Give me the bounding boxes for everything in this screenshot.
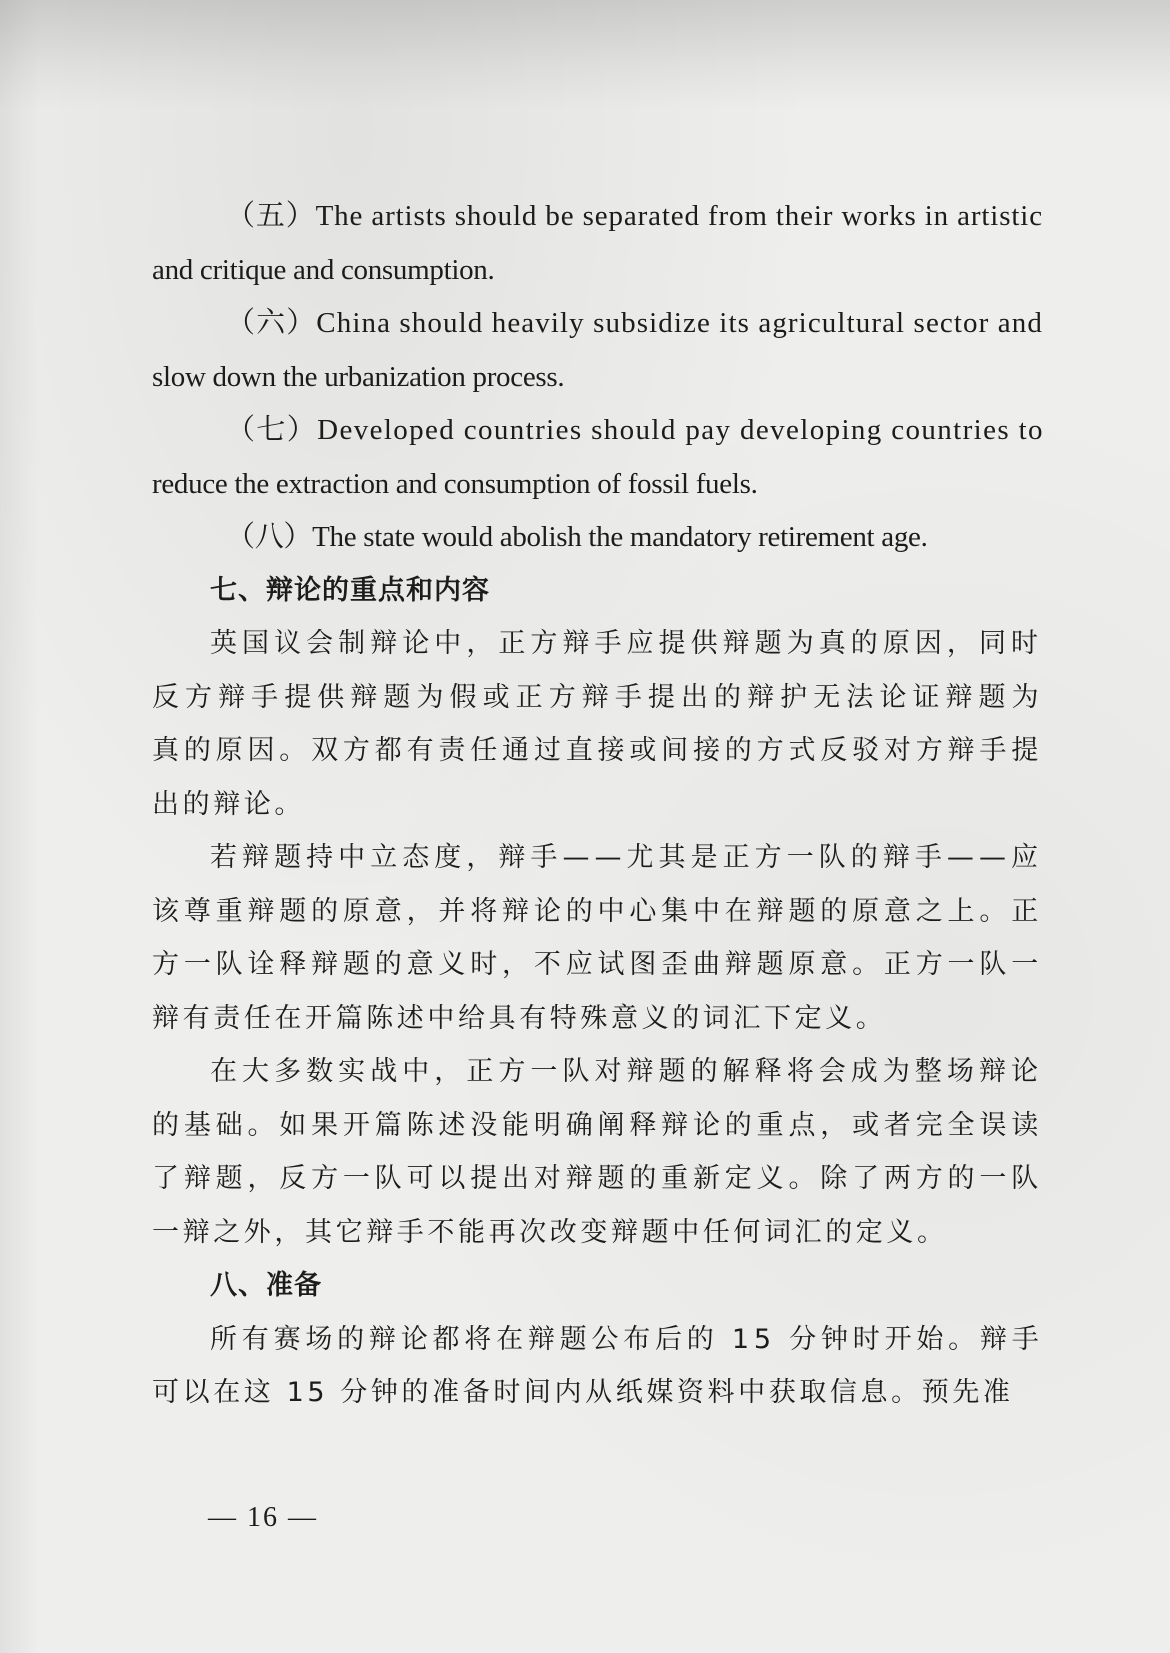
text-line: 的基础。如果开篇陈述没能明确阐释辩论的重点，或者完全误读 [152, 1110, 1044, 1141]
text-line: 了辩题，反方一队可以提出对辩题的重新定义。除了两方的一队 [152, 1163, 1044, 1194]
text-line: 英国议会制辩论中，正方辩手应提供辩题为真的原因，同时 [210, 628, 1044, 659]
text-line: 出的辩论。 [152, 789, 305, 820]
text-line: reduce the extraction and consumption of fossil fuels. [152, 468, 758, 500]
section-heading: 八、准备 [210, 1270, 322, 1301]
text-line: 辩有责任在开篇陈述中给具有特殊意义的词汇下定义。 [152, 1003, 887, 1034]
text-line: 该尊重辩题的原意，并将辩论的中心集中在辩题的原意之上。正 [152, 896, 1044, 927]
text-line: 真的原因。双方都有责任通过直接或间接的方式反驳对方辩手提 [152, 735, 1044, 766]
text-line: 在大多数实战中，正方一队对辩题的解释将会成为整场辩论 [210, 1056, 1044, 1087]
text-line: 若辩题持中立态度，辩手——尤其是正方一队的辩手——应 [210, 842, 1044, 873]
text-line: slow down the urbanization process. [152, 361, 565, 393]
text-line: and critique and consumption. [152, 254, 495, 286]
text-line: （五）The artists should be separated from their works in artistic [226, 200, 1043, 232]
page-number: — 16 — [208, 1502, 318, 1533]
text-line: 反方辩手提供辩题为假或正方辩手提出的辩护无法论证辩题为 [152, 682, 1045, 713]
scan-shadow [0, 0, 1170, 110]
text-line: （七）Developed countries should pay developing countries to [226, 414, 1044, 446]
section-heading: 七、辩论的重点和内容 [210, 575, 490, 606]
text-line: 方一队诠释辩题的意义时，不应试图歪曲辩题原意。正方一队一 [152, 949, 1044, 980]
text-line: 所有赛场的辩论都将在辩题公布后的 15 分钟时开始。辩手 [210, 1324, 1044, 1355]
text-line: （六）China should heavily subsidize its agricultural sector and [226, 307, 1043, 339]
text-line: （八）The state would abolish the mandatory retirement age. [226, 521, 928, 553]
text-line: 一辩之外，其它辩手不能再次改变辩题中任何词汇的定义。 [152, 1217, 948, 1248]
text-line: 可以在这 15 分钟的准备时间内从纸媒资料中获取信息。预先准 [152, 1377, 1014, 1408]
